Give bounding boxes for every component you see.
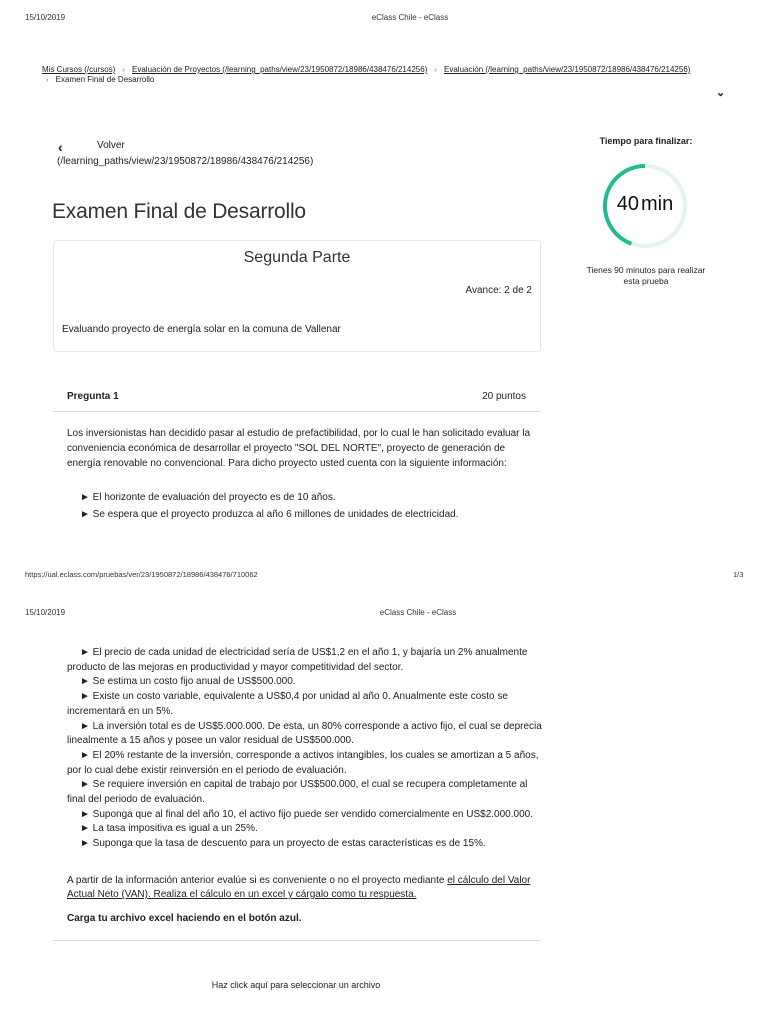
breadcrumb-mis-cursos[interactable]: Mis Cursos (/cursos) <box>42 65 116 74</box>
instruction-text: A partir de la información anterior evalúe si es conveniente o no el proyecto mediante <box>67 875 448 886</box>
breadcrumb-separator: › <box>46 75 49 84</box>
breadcrumb-separator: › <box>122 65 126 74</box>
bullet-item: ► La inversión total es de US$5.000.000. De esta, un 80% corresponde a activo fijo, el cual se deprecia linealmente a 15 años y posee un valor residual de US$500.000. <box>67 720 542 747</box>
upload-instruction: Carga tu archivo excel haciendo en el botón azul. <box>67 913 302 924</box>
breadcrumb-separator: › <box>434 65 438 74</box>
bullet-item: ► La tasa impositiva es igual a un 25%. <box>80 823 258 835</box>
instruction-underlined: el cálculo del Valor Actual Neto (VAN). Realiza el cálculo en un excel y cárgalo como tu respuesta. <box>67 875 531 900</box>
question-points: 20 puntos <box>482 391 526 402</box>
breadcrumb-current: Examen Final de Desarrollo <box>55 75 155 84</box>
timer-value <box>600 193 690 216</box>
timer-unit: min <box>641 193 674 215</box>
bullet-list-page2 <box>67 646 542 852</box>
section-title: Segunda Parte <box>243 249 351 266</box>
section-description: Evaluando proyecto de energía solar en la comuna de Vallenar <box>62 324 341 335</box>
page-title: Examen Final de Desarrollo <box>52 200 306 223</box>
upload-label: Haz click aquí para seleccionar un archivo <box>211 980 381 990</box>
bullet-list-page1 <box>67 490 542 522</box>
bullet-item: ► El horizonte de evaluación del proyecto es de 10 años. <box>80 492 336 503</box>
print-page-number: 1/3 <box>733 570 744 579</box>
section-card <box>53 240 541 352</box>
bullet-item: ► El 20% restante de la inversión, corresponde a activos intangibles, los cuales se amortizan a 5 años, por lo cual debe existir reinversión en el periodo de evaluación. <box>67 749 539 776</box>
breadcrumb-evaluacion-proyectos[interactable]: Evaluación de Proyectos (/learning_paths/view/23/1950872/18986/438476/214256) <box>132 65 428 74</box>
question-instruction <box>67 874 537 902</box>
question-label: Pregunta 1 <box>67 391 119 402</box>
breadcrumb-evaluacion[interactable]: Evaluación (/learning_paths/view/23/1950872/18986/438476/214256) <box>444 65 691 74</box>
divider <box>53 940 541 941</box>
bullet-item: ► Se estima un costo fijo anual de US$500.000. <box>80 676 296 688</box>
progress-text: Avance: 2 de 2 <box>465 285 532 296</box>
bullet-item: ► Se espera que el proyecto produzca al año 6 millones de unidades de electricidad. <box>80 509 459 521</box>
back-link-url[interactable]: (/learning_paths/view/23/1950872/18986/438476/214256) <box>57 156 314 167</box>
question-intro: Los inversionistas han decidido pasar al estudio de prefactibilidad, por lo cual le han solicitado evaluar la conveniencia económica de desarrollar el proyecto "SOL DEL NORTE", proyecto de generación de energía renovable no convencional. Para dicho proyecto usted cuenta con la siguiente información: <box>67 428 531 470</box>
divider <box>53 411 541 412</box>
timer-heading: Tiempo para finalizar: <box>599 136 693 146</box>
print-title: eClass Chile - eClass <box>379 608 457 617</box>
print-date: 15/10/2019 <box>25 13 66 22</box>
bullet-item: ► Existe un costo variable, equivalente a US$0,4 por unidad al año 0. Anualmente este costo se incrementará en un 5%. <box>67 691 508 717</box>
print-date: 15/10/2019 <box>25 608 66 617</box>
back-arrow-icon[interactable]: ‹ <box>58 139 63 155</box>
bullet-item: ► Suponga que la tasa de descuento para un proyecto de estas características es de 15%. <box>80 838 486 850</box>
bullet-item: ► El precio de cada unidad de electricidad sería de US$1,2 en el año 1, y bajaría un 2% anualmente producto de las mejoras en productividad y mayor competitividad del sector. <box>67 647 528 673</box>
print-url: https://ual.eclass.com/pruebas/ver/23/1950872/18986/438476/710062 <box>25 570 258 579</box>
bullet-item: ► Suponga que al final del año 10, el activo fijo puede ser vendido comercialmente en US$2.000.000. <box>80 808 533 820</box>
timer-minutes: 40 <box>616 193 639 215</box>
bullet-item: ► Se requiere inversión en capital de trabajo por US$500.000, el cual se recupera completamente al final del periodo de evaluación. <box>67 779 528 806</box>
file-upload-dropzone[interactable] <box>150 960 442 1010</box>
chevron-down-icon[interactable]: ⌄ <box>716 87 726 99</box>
timer-note: Tienes 90 minutos para realizar esta prueba <box>586 265 706 286</box>
print-title: eClass Chile - eClass <box>371 13 449 22</box>
back-link[interactable]: Volver <box>97 140 125 151</box>
breadcrumb <box>42 65 742 84</box>
